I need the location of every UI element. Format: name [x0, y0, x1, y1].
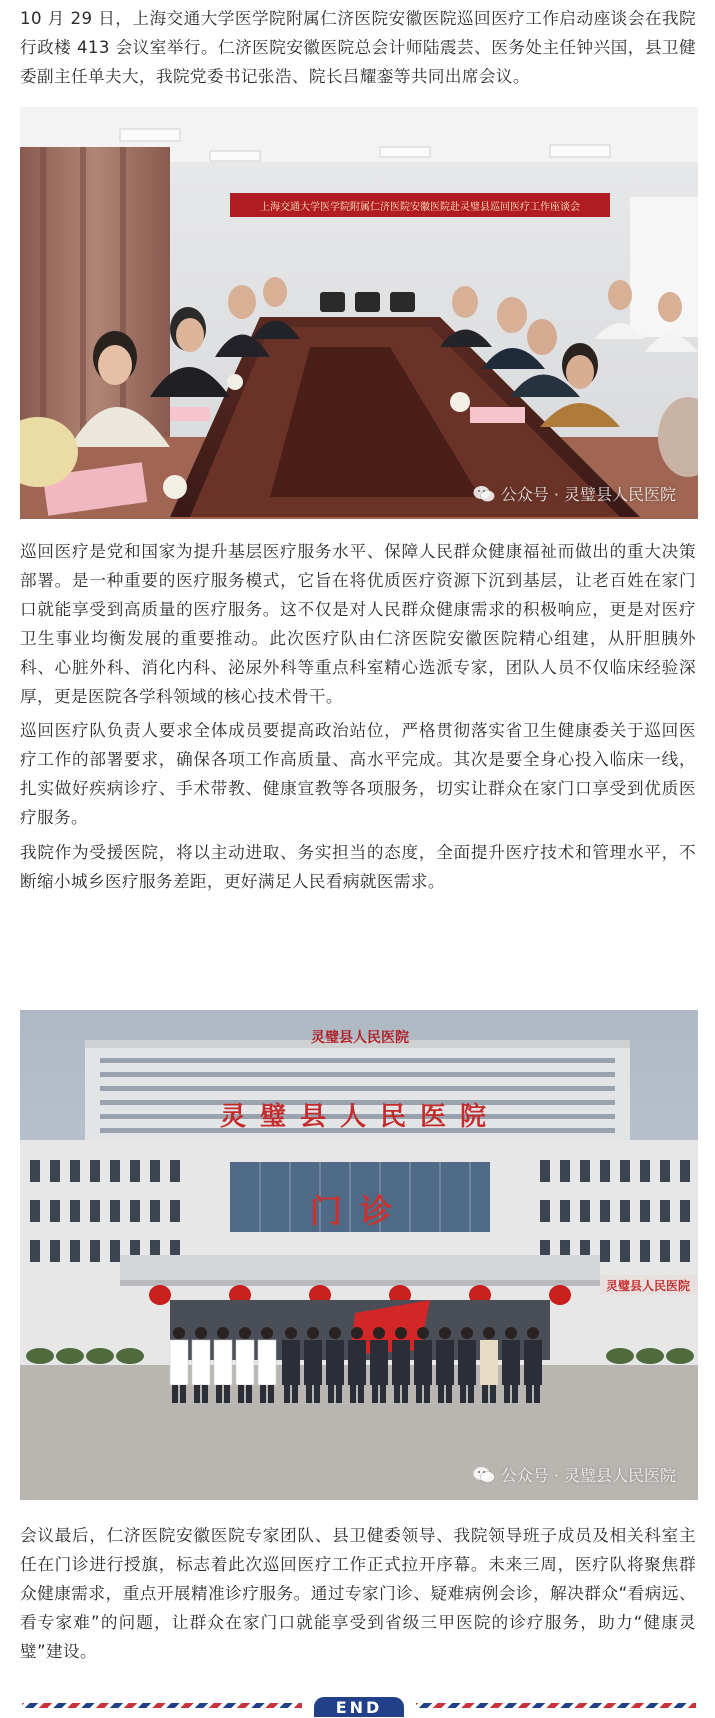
meeting-scene — [20, 107, 698, 519]
hospital-photo-watermark — [473, 1463, 676, 1486]
end-divider — [22, 1694, 696, 1717]
hospital-roof-sign: 灵璧县人民医院 — [311, 1030, 409, 1046]
hospital-facade-sign: 灵璧县人民医院 — [219, 1102, 501, 1132]
article-paragraph-commitment: 我院作为受援医院，将以主动进取、务实担当的态度，全面提升医疗技术和管理水平，不断缩小城乡医疗服务差距，更好满足人民看病就医需求。 — [20, 843, 696, 891]
hospital-scene — [20, 1010, 698, 1500]
hospital-photo[interactable] — [20, 1010, 698, 1500]
end-divider-stripe-left — [22, 1703, 302, 1708]
meeting-photo-watermark — [473, 482, 676, 505]
article-paragraph-importance: 巡回医疗是党和国家为提升基层医疗服务水平、保障人民群众健康福祉而做出的重大决策部署。是一种重要的医疗服务模式，它旨在将优质医疗资源下沉到基层，让老百姓在家门口就能享受到高质量的医疗服务。这不仅是对人民群众健康需求的积极响应，更是对医疗卫生事业均衡发展的重要推动。此次医疗队由仁济医院安徽医院精心组建，从肝胆胰外科、心脏外科、消化内科、泌尿外科等重点科室精心选派专家，团队人员不仅临床经验深厚，更是医院各学科领域的核心技术骨干。 — [20, 542, 696, 706]
hospital-side-sign: 灵璧县人民医院 — [605, 1279, 691, 1293]
meeting-photo-watermark-text: 公众号 · 灵璧县人民医院 — [500, 485, 676, 504]
end-badge: END — [314, 1697, 404, 1717]
wechat-icon — [473, 485, 495, 503]
end-divider-stripe-right — [416, 1703, 696, 1708]
article-paragraph-closing: 会议最后，仁济医院安徽医院专家团队、县卫健委领导、我院领导班子成员及相关科室主任在门诊进行授旗，标志着此次巡回医疗工作正式拉开序幕。未来三周，医疗队将聚焦群众健康需求，重点开展精准诊疗服务。通过专家门诊、疑难病例会诊，解决群众“看病远、看专家难”的问题，让群众在家门口就能享受到省级三甲医院的诊疗服务，助力“健康灵璧”建设。 — [20, 1526, 696, 1661]
meeting-banner-text: 上海交通大学医学院附属仁济医院安徽医院赴灵璧县巡回医疗工作座谈会 — [260, 202, 580, 213]
hospital-photo-watermark-text: 公众号 · 灵璧县人民医院 — [500, 1466, 676, 1485]
article-paragraph-intro: 10 月 29 日，上海交通大学医学院附属仁济医院安徽医院巡回医疗工作启动座谈会在我院行政楼 413 会议室举行。仁济医院安徽医院总会计师陆震芸、医务处主任钟兴国，县卫健委副主任单夫大，我院党委书记张浩、院长吕耀銮等共同出席会议。 — [20, 9, 696, 86]
meeting-photo[interactable] — [20, 107, 698, 519]
wechat-icon — [473, 1466, 495, 1484]
article-paragraph-requirements: 巡回医疗队负责人要求全体成员要提高政治站位，严格贯彻落实省卫生健康委关于巡回医疗工作的部署要求，确保各项工作高质量、高水平完成。其次是要全身心投入临床一线，扎实做好疾病诊疗、手术带教、健康宣教等各项服务，切实让群众在家门口享受到优质医疗服务。 — [20, 721, 696, 827]
hospital-entrance-sign: 门诊 — [309, 1192, 411, 1230]
